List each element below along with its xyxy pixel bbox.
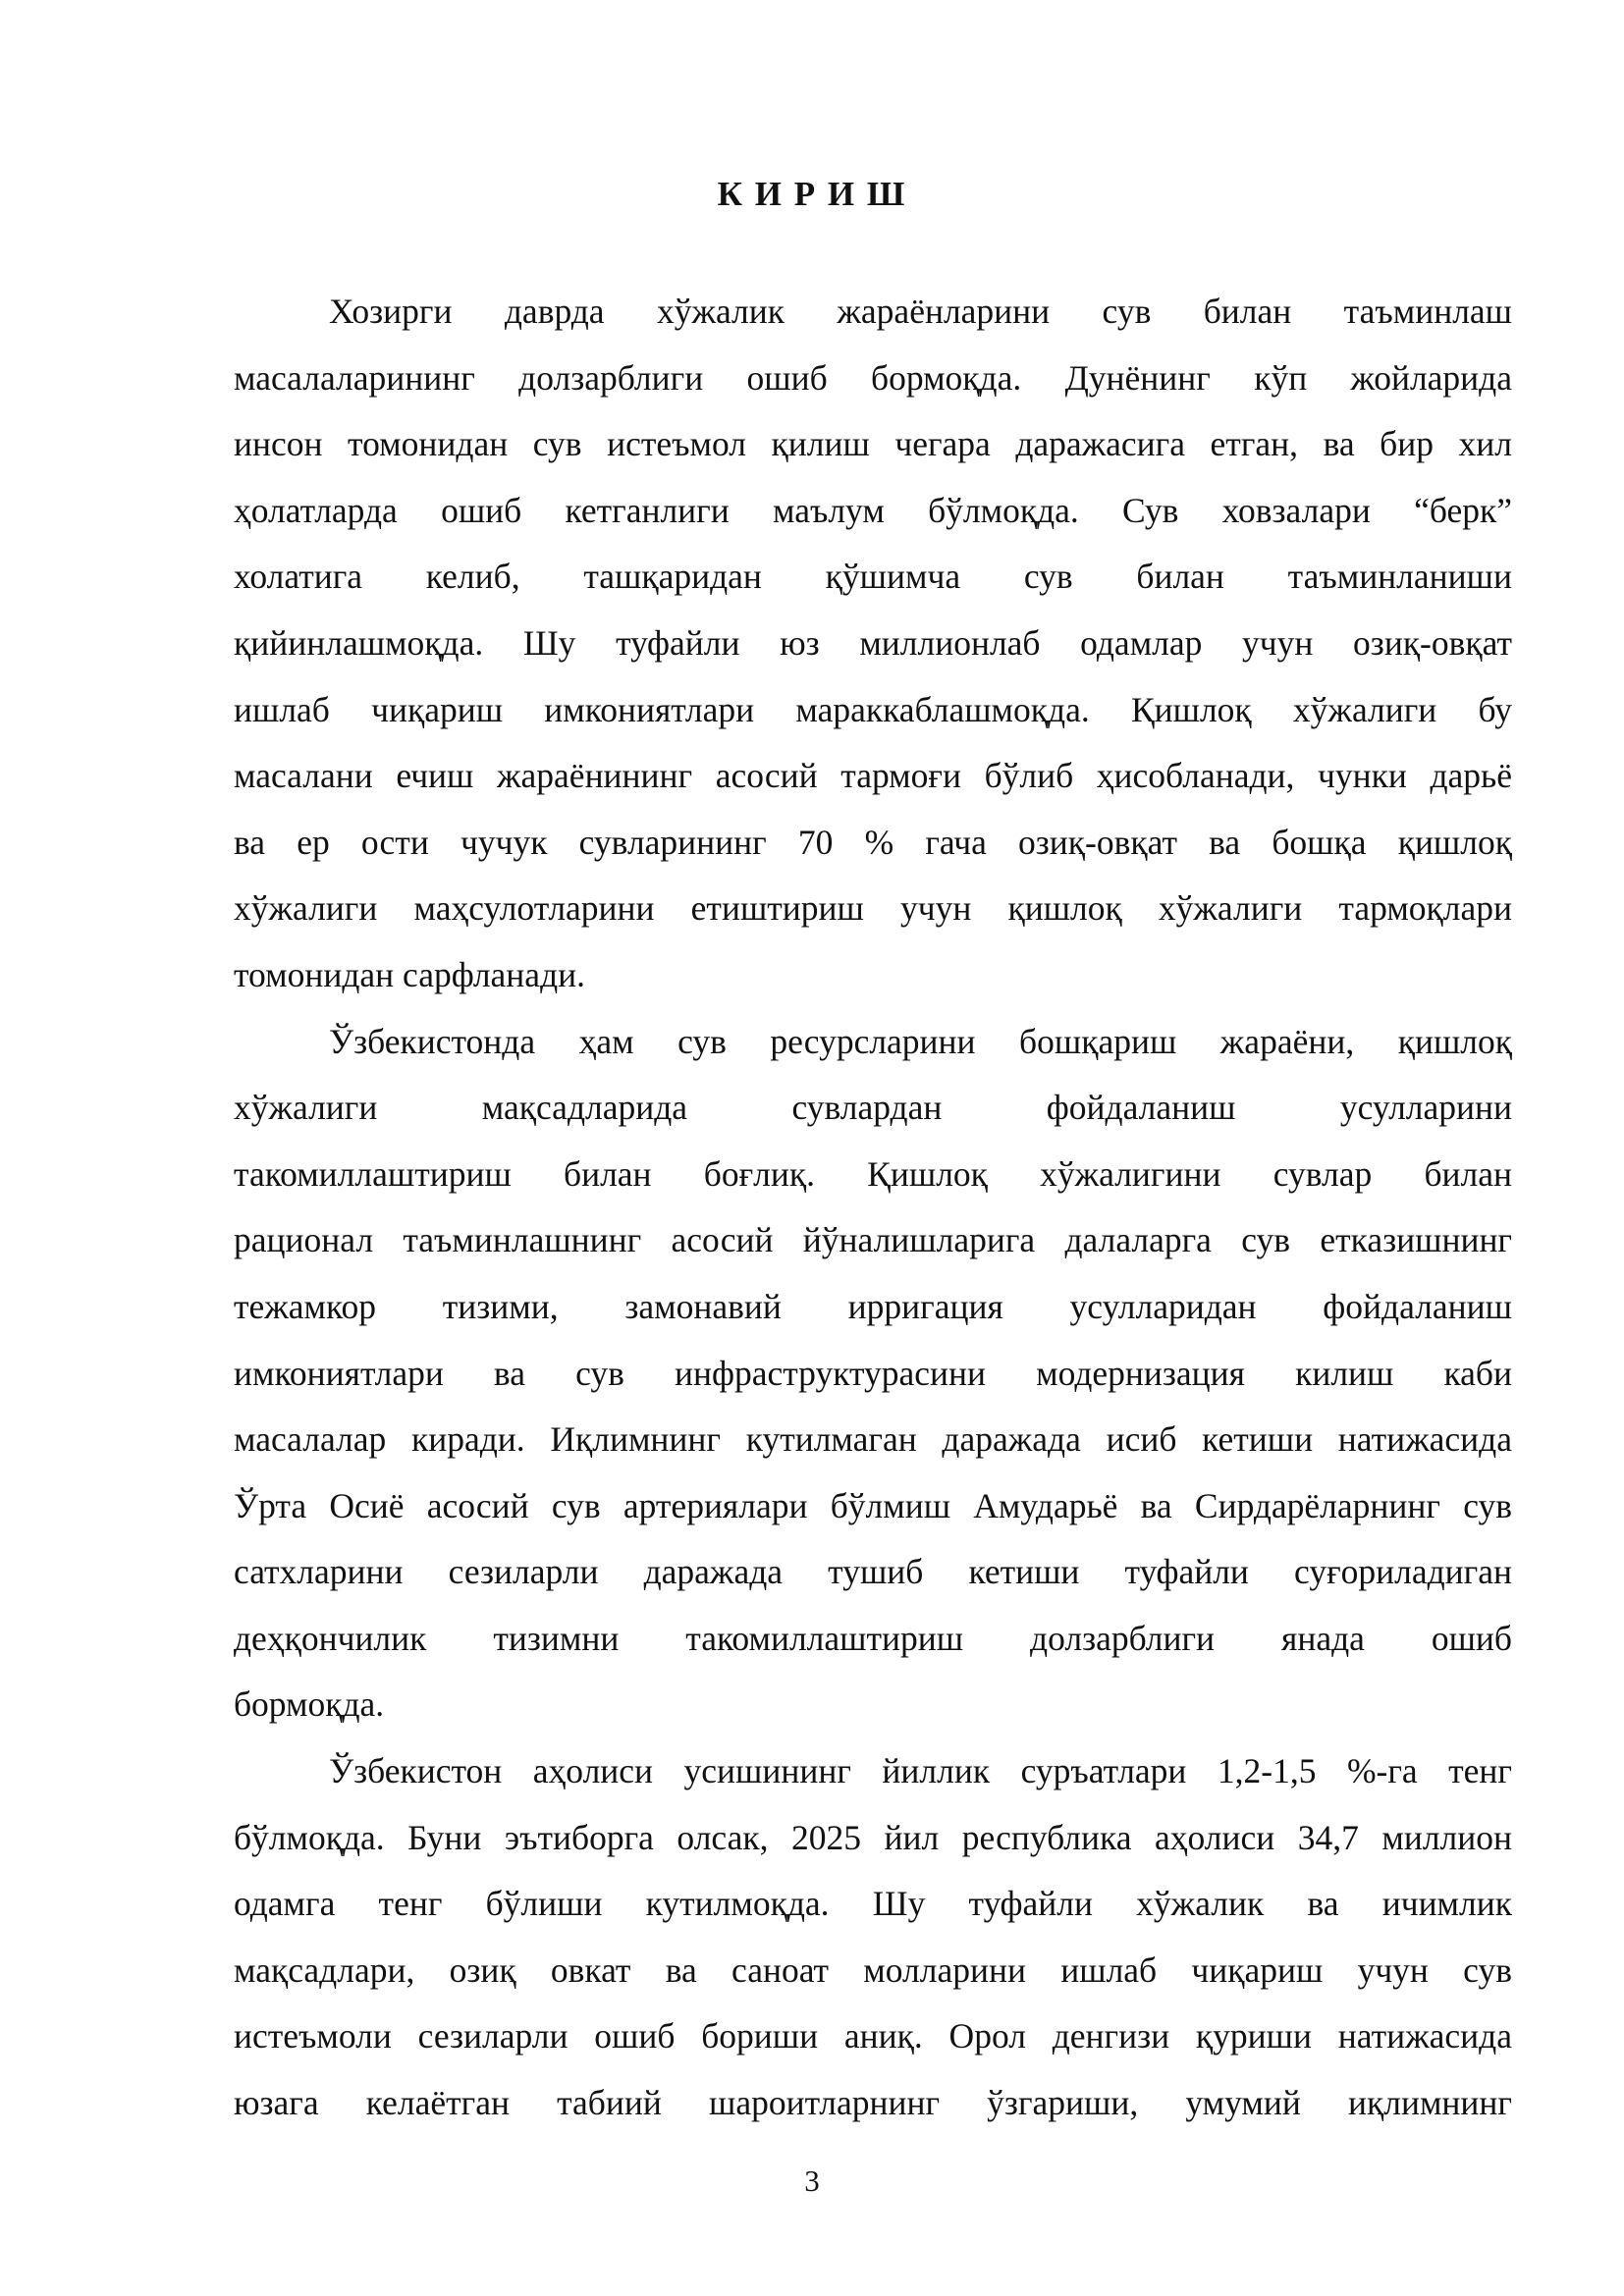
text-line: истеъмоли сезиларли ошиб бориши аниқ. Орол денгизи қуриши натижасида [234, 2016, 1512, 2056]
text-line: Ўзбекистон аҳолиси усишининг йиллик суръатлари 1,2-1,5 %-га тенг [329, 1751, 1512, 1791]
paragraph-1 [234, 279, 1512, 1009]
text-line: ҳолатларда ошиб кетганлиги маълум бўлмоқда. Сув ховзалари “берк” [234, 490, 1512, 530]
text-line: тежамкор тизими, замонавий ирригация усулларидан фойдаланиш [234, 1286, 1512, 1326]
paragraph-3 [234, 1738, 1512, 2137]
text-line: Хозирги даврда хўжалик жараёнларини сув билан таъминлаш [329, 292, 1512, 331]
text-line: ишлаб чиқариш имкониятлари мараккаблашмоқда. Қишлоқ хўжалиги бу [234, 689, 1512, 729]
text-line: масалалар киради. Иқлимнинг кутилмаган даражада исиб кетиши натижасида [234, 1419, 1512, 1460]
body-text [234, 279, 1512, 2137]
text-line: имкониятлари ва сув инфраструктурасини модернизация килиш каби [234, 1353, 1512, 1393]
text-line: Ўрта Осиё асосий сув артериялари бўлмиш Амударьё ва Сирдарёларнинг сув [234, 1485, 1512, 1525]
text-line: қийинлашмоқда. Шу туфайли юз миллионлаб одамлар учун озиқ-овқат [234, 622, 1512, 663]
text-line: хўжалиги маҳсулотларини етиштириш учун қишлоқ хўжалиги тармоқлари [234, 888, 1512, 929]
text-line: Ўзбекистонда ҳам сув ресурсларини бошқариш жараёни, қишлоқ [329, 1021, 1512, 1061]
text-line: мақсадлари, озиқ овкат ва саноат молларини ишлаб чиқариш учун сув [234, 1949, 1512, 1990]
page-number: 3 [804, 2163, 820, 2198]
text-line: хўжалиги мақсадларида сувлардан фойдаланиш усулларини [234, 1088, 1512, 1128]
page-title: К И Р И Ш [717, 175, 907, 213]
text-line: масалаларининг долзарблиги ошиб бормоқда. Дунёнинг кўп жойларида [234, 357, 1512, 398]
text-line: холатига келиб, ташқаридан қўшимча сув билан таъминланиши [234, 557, 1512, 597]
text-line: масалани ечиш жараёнининг асосий тармоғи бўлиб ҳисобланади, чунки дарьё [234, 756, 1512, 796]
text-line: сатхларини сезиларли даражада тушиб кетиши туфайли суғориладиган [234, 1552, 1512, 1592]
text-line: инсон томонидан сув истеъмол қилиш чегара даражасига етган, ва бир хил [234, 424, 1512, 464]
paragraph-2 [234, 1009, 1512, 1739]
text-line: томонидан сарфланади. [234, 954, 585, 994]
text-line: одамга тенг бўлиши кутилмоқда. Шу туфайли хўжалик ва ичимлик [234, 1884, 1512, 1924]
text-line: ва ер ости чучук сувларининг 70 % гача озиқ-овқат ва бошқа қишлоқ [234, 822, 1512, 862]
text-line: юзага келаётган табиий шароитларнинг ўзгариши, умумий иқлимнинг [234, 2083, 1512, 2123]
text-line: бормоқда. [234, 1684, 385, 1725]
text-line: деҳқончилик тизимни такомиллаштириш долзарблиги янада ошиб [234, 1618, 1512, 1658]
text-line: рационал таъминлашнинг асосий йўналишларига далаларга сув етказишнинг [234, 1220, 1512, 1260]
text-line: бўлмоқда. Буни эътиборга олсак, 2025 йил республика аҳолиси 34,7 миллион [234, 1817, 1512, 1857]
text-line: такомиллаштириш билан боғлиқ. Қишлоқ хўжалигини сувлар билан [234, 1153, 1512, 1194]
